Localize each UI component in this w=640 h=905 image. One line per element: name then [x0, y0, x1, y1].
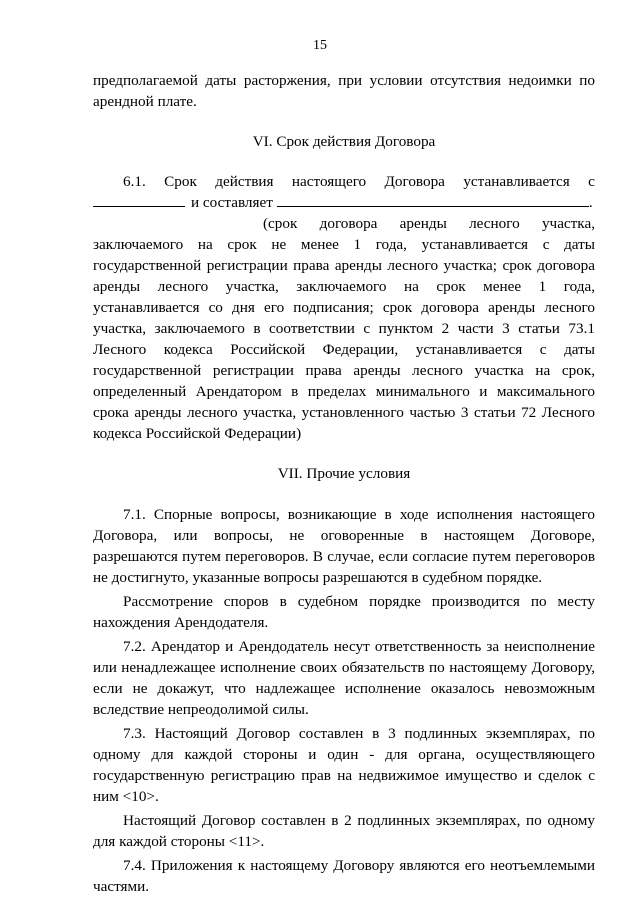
clause-6-1-word: Срок: [164, 173, 197, 190]
clause-6-1-word: настоящего: [291, 173, 367, 190]
clause-6-1-word: устанавливается: [463, 173, 570, 190]
paren-start: (срок договора аренды лесного участка,: [263, 215, 595, 232]
clause-6-1-word: Договора: [384, 173, 445, 190]
clause-6-1-word: действия: [215, 173, 274, 190]
and-text: и составляет: [191, 194, 273, 211]
duration-blank: [277, 192, 589, 207]
clause-7-4: 7.4. Приложения к настоящему Договору являются его неотъемлемыми частями.: [93, 857, 595, 895]
clause-6-1-word: с: [588, 173, 595, 190]
intro-paragraph: предполагаемой даты расторжения, при условии отсутствия недоимки по арендной плате.: [93, 72, 595, 110]
clause-6-1-second-line: [93, 192, 595, 213]
clause-6-1: [93, 171, 595, 444]
clause-6-1-rest: заключаемого на срок не менее 1 года, устанавливается с даты государственной регистрации права аренды лесного участка; срок договора аренды лесного участка, заключаемого на срок менее 1 года, устанавливается со дня его подписания; срок договора аренды лесного участка, заключаемого в соответствии с пунктом 2 части 3 статьи 73.1 Лесного кодекса Российской Федерации, устанавливается с даты государственной регистрации права аренды лесного участка на срок, определенный Арендатором в пределах минимального и максимального срока аренды лесного участка, установленного частью 3 статьи 72 Лесного кодекса Российской Федерации): [93, 236, 595, 442]
section-6-heading: VI. Срок действия Договора: [252, 133, 436, 150]
clause-6-1-first-line: [93, 171, 595, 192]
period-end: .: [588, 194, 593, 211]
section-7-heading: VII. Прочие условия: [277, 465, 411, 482]
clause-6-1-word: 6.1.: [123, 173, 146, 190]
clause-7-1-venue: Рассмотрение споров в судебном порядке производится по месту нахождения Арендодателя.: [93, 593, 595, 631]
clause-7-3-alt: Настоящий Договор составлен в 2 подлинных экземплярах, по одному для каждой стороны <11>.: [93, 812, 595, 850]
clause-7-2: 7.2. Арендатор и Арендодатель несут ответственность за неисполнение или ненадлежащее исполнение своих обязательств по настоящему Договору, если не докажут, что надлежащее исполнение оказалось невозможным вследствие непреодолимой силы.: [93, 638, 595, 718]
start-date-blank: [93, 192, 185, 207]
document-body: [93, 70, 595, 897]
clause-7-3: 7.3. Настоящий Договор составлен в 3 подлинных экземплярах, по одному для каждой стороны и один - для органа, осуществляющего государственную регистрацию прав на недвижимое имущество и сделок с ним <10>.: [93, 725, 595, 805]
page-number: 15: [313, 38, 327, 53]
clause-7-1: 7.1. Спорные вопросы, возникающие в ходе исполнения настоящего Договора, или вопросы, не оговоренные в настоящем Договоре, разрешаются путем переговоров. В случае, если согласие путем переговоров не достигнуто, указанные вопросы разрешаются в судебном порядке.: [93, 506, 595, 586]
clause-6-1-third-line: [93, 213, 595, 234]
